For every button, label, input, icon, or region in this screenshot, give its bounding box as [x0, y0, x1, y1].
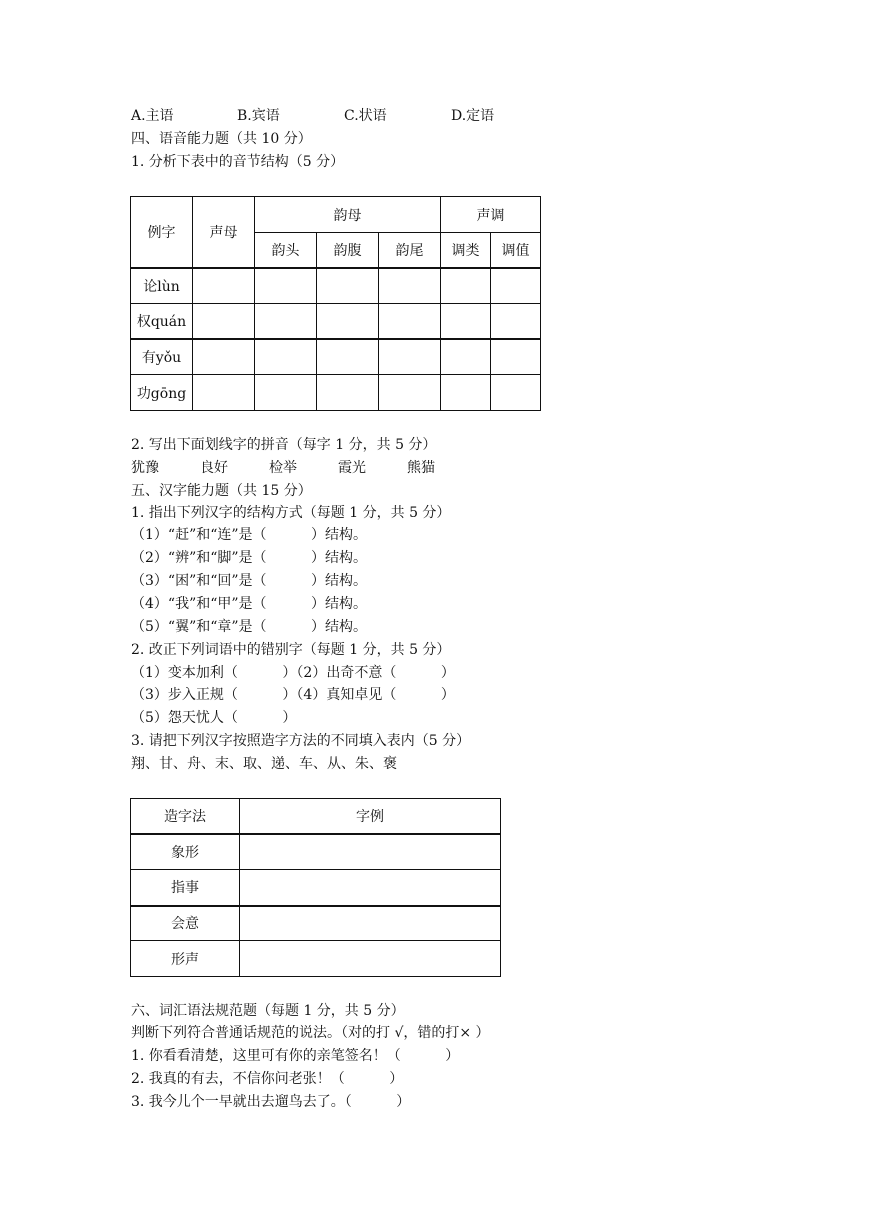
judge-item: 2. 我真的有去，不信你问老张！（ ）: [131, 1071, 404, 1087]
section5-q1: 1. 指出下列汉字的结构方式（每题 1 分，共 5 分）: [131, 505, 451, 521]
pinyin-word: 犹豫: [131, 460, 159, 476]
blank-cell[interactable]: [240, 870, 501, 906]
char-method-table: [130, 798, 501, 977]
blank-cell[interactable]: [193, 268, 255, 304]
blank-cell[interactable]: [491, 375, 541, 411]
table-row: [131, 834, 501, 870]
pinyin-word: 熊猫: [407, 460, 435, 476]
correction-item: （5）怨天忧人（ ）: [131, 710, 297, 726]
blank-cell[interactable]: [240, 906, 501, 941]
option-c: C.状语: [344, 108, 387, 124]
section5-q3: 3. 请把下列汉字按照造字方法的不同填入表内（5 分）: [131, 733, 471, 749]
option-a: A.主语: [131, 108, 174, 124]
blank-cell[interactable]: [317, 268, 379, 304]
blank-cell[interactable]: [379, 375, 441, 411]
section6-title: 六、词汇语法规范题（每题 1 分，共 5 分）: [131, 1003, 405, 1019]
table-row: [131, 906, 501, 941]
blank-cell[interactable]: [240, 941, 501, 977]
blank-cell[interactable]: [441, 268, 491, 304]
row-example: 功gōng: [131, 375, 193, 411]
section5-q3-chars: 翔、甘、舟、末、取、递、车、从、朱、褒: [131, 756, 397, 772]
blank-cell[interactable]: [193, 375, 255, 411]
table-row: [131, 941, 501, 977]
blank-cell[interactable]: [491, 304, 541, 339]
pinyin-word: 良好: [200, 460, 228, 476]
blank-cell[interactable]: [441, 304, 491, 339]
row-example: 论lùn: [131, 268, 193, 304]
structure-item: （4）“我”和“甲”是（ ）结构。: [131, 596, 368, 612]
section4-q1: 1. 分析下表中的音节结构（5 分）: [131, 154, 345, 170]
table-row: [131, 268, 541, 304]
blank-cell[interactable]: [255, 375, 317, 411]
blank-cell[interactable]: [317, 375, 379, 411]
row-example: 权quán: [131, 304, 193, 339]
section4-title: 四、语音能力题（共 10 分）: [131, 131, 312, 147]
method-label: 指事: [131, 870, 240, 906]
option-b: B.宾语: [237, 108, 280, 124]
blank-cell[interactable]: [491, 268, 541, 304]
structure-item: （1）“赶”和“连”是（ ）结构。: [131, 527, 368, 543]
header-head: 韵头: [255, 233, 317, 268]
blank-cell[interactable]: [317, 304, 379, 339]
method-label: 象形: [131, 834, 240, 870]
header-tail: 韵尾: [379, 233, 441, 268]
blank-cell[interactable]: [491, 339, 541, 375]
pinyin-word: 霞光: [338, 460, 366, 476]
blank-cell[interactable]: [255, 304, 317, 339]
header-tone-type: 调类: [441, 233, 491, 268]
section5-title: 五、汉字能力题（共 15 分）: [131, 483, 312, 499]
section5-q2: 2. 改正下列词语中的错别字（每题 1 分，共 5 分）: [131, 642, 451, 658]
blank-cell[interactable]: [193, 339, 255, 375]
section6-instruction: 判断下列符合普通话规范的说法。（对的打 √，错的打× ）: [131, 1025, 490, 1041]
header-final: 韵母: [255, 197, 441, 233]
header-initial: 声母: [193, 197, 255, 268]
structure-item: （3）“困”和“回”是（ ）结构。: [131, 573, 368, 589]
method-label: 会意: [131, 906, 240, 941]
pinyin-word: 检举: [269, 460, 297, 476]
structure-item: （2）“辨”和“脚”是（ ）结构。: [131, 550, 368, 566]
table-row: [131, 375, 541, 411]
table-row: [131, 870, 501, 906]
header-tone: 声调: [441, 197, 541, 233]
row-example: 有yǒu: [131, 339, 193, 375]
header-example: 例字: [131, 197, 193, 268]
header-tone-value: 调值: [491, 233, 541, 268]
blank-cell[interactable]: [441, 375, 491, 411]
blank-cell[interactable]: [317, 339, 379, 375]
syllable-table: [130, 196, 541, 411]
section4-q2: 2. 写出下面划线字的拼音（每字 1 分，共 5 分）: [131, 437, 437, 453]
judge-item: 1. 你看看清楚，这里可有你的亲笔签名！（ ）: [131, 1048, 460, 1064]
correction-item: （3）步入正规（ ）（4）真知卓见（ ）: [131, 687, 455, 703]
structure-item: （5）“翼”和“章”是（ ）结构。: [131, 619, 368, 635]
option-d: D.定语: [451, 108, 495, 124]
blank-cell[interactable]: [240, 834, 501, 870]
blank-cell[interactable]: [441, 339, 491, 375]
blank-cell[interactable]: [379, 304, 441, 339]
blank-cell[interactable]: [255, 339, 317, 375]
header-examples: 字例: [240, 799, 501, 834]
blank-cell[interactable]: [193, 304, 255, 339]
blank-cell[interactable]: [379, 268, 441, 304]
judge-item: 3. 我今儿个一早就出去遛鸟去了。（ ）: [131, 1094, 411, 1110]
correction-item: （1）变本加利（ ）（2）出奇不意（ ）: [131, 665, 455, 681]
blank-cell[interactable]: [379, 339, 441, 375]
table-row: [131, 339, 541, 375]
blank-cell[interactable]: [255, 268, 317, 304]
header-method: 造字法: [131, 799, 240, 834]
header-belly: 韵腹: [317, 233, 379, 268]
table-row: [131, 304, 541, 339]
method-label: 形声: [131, 941, 240, 977]
